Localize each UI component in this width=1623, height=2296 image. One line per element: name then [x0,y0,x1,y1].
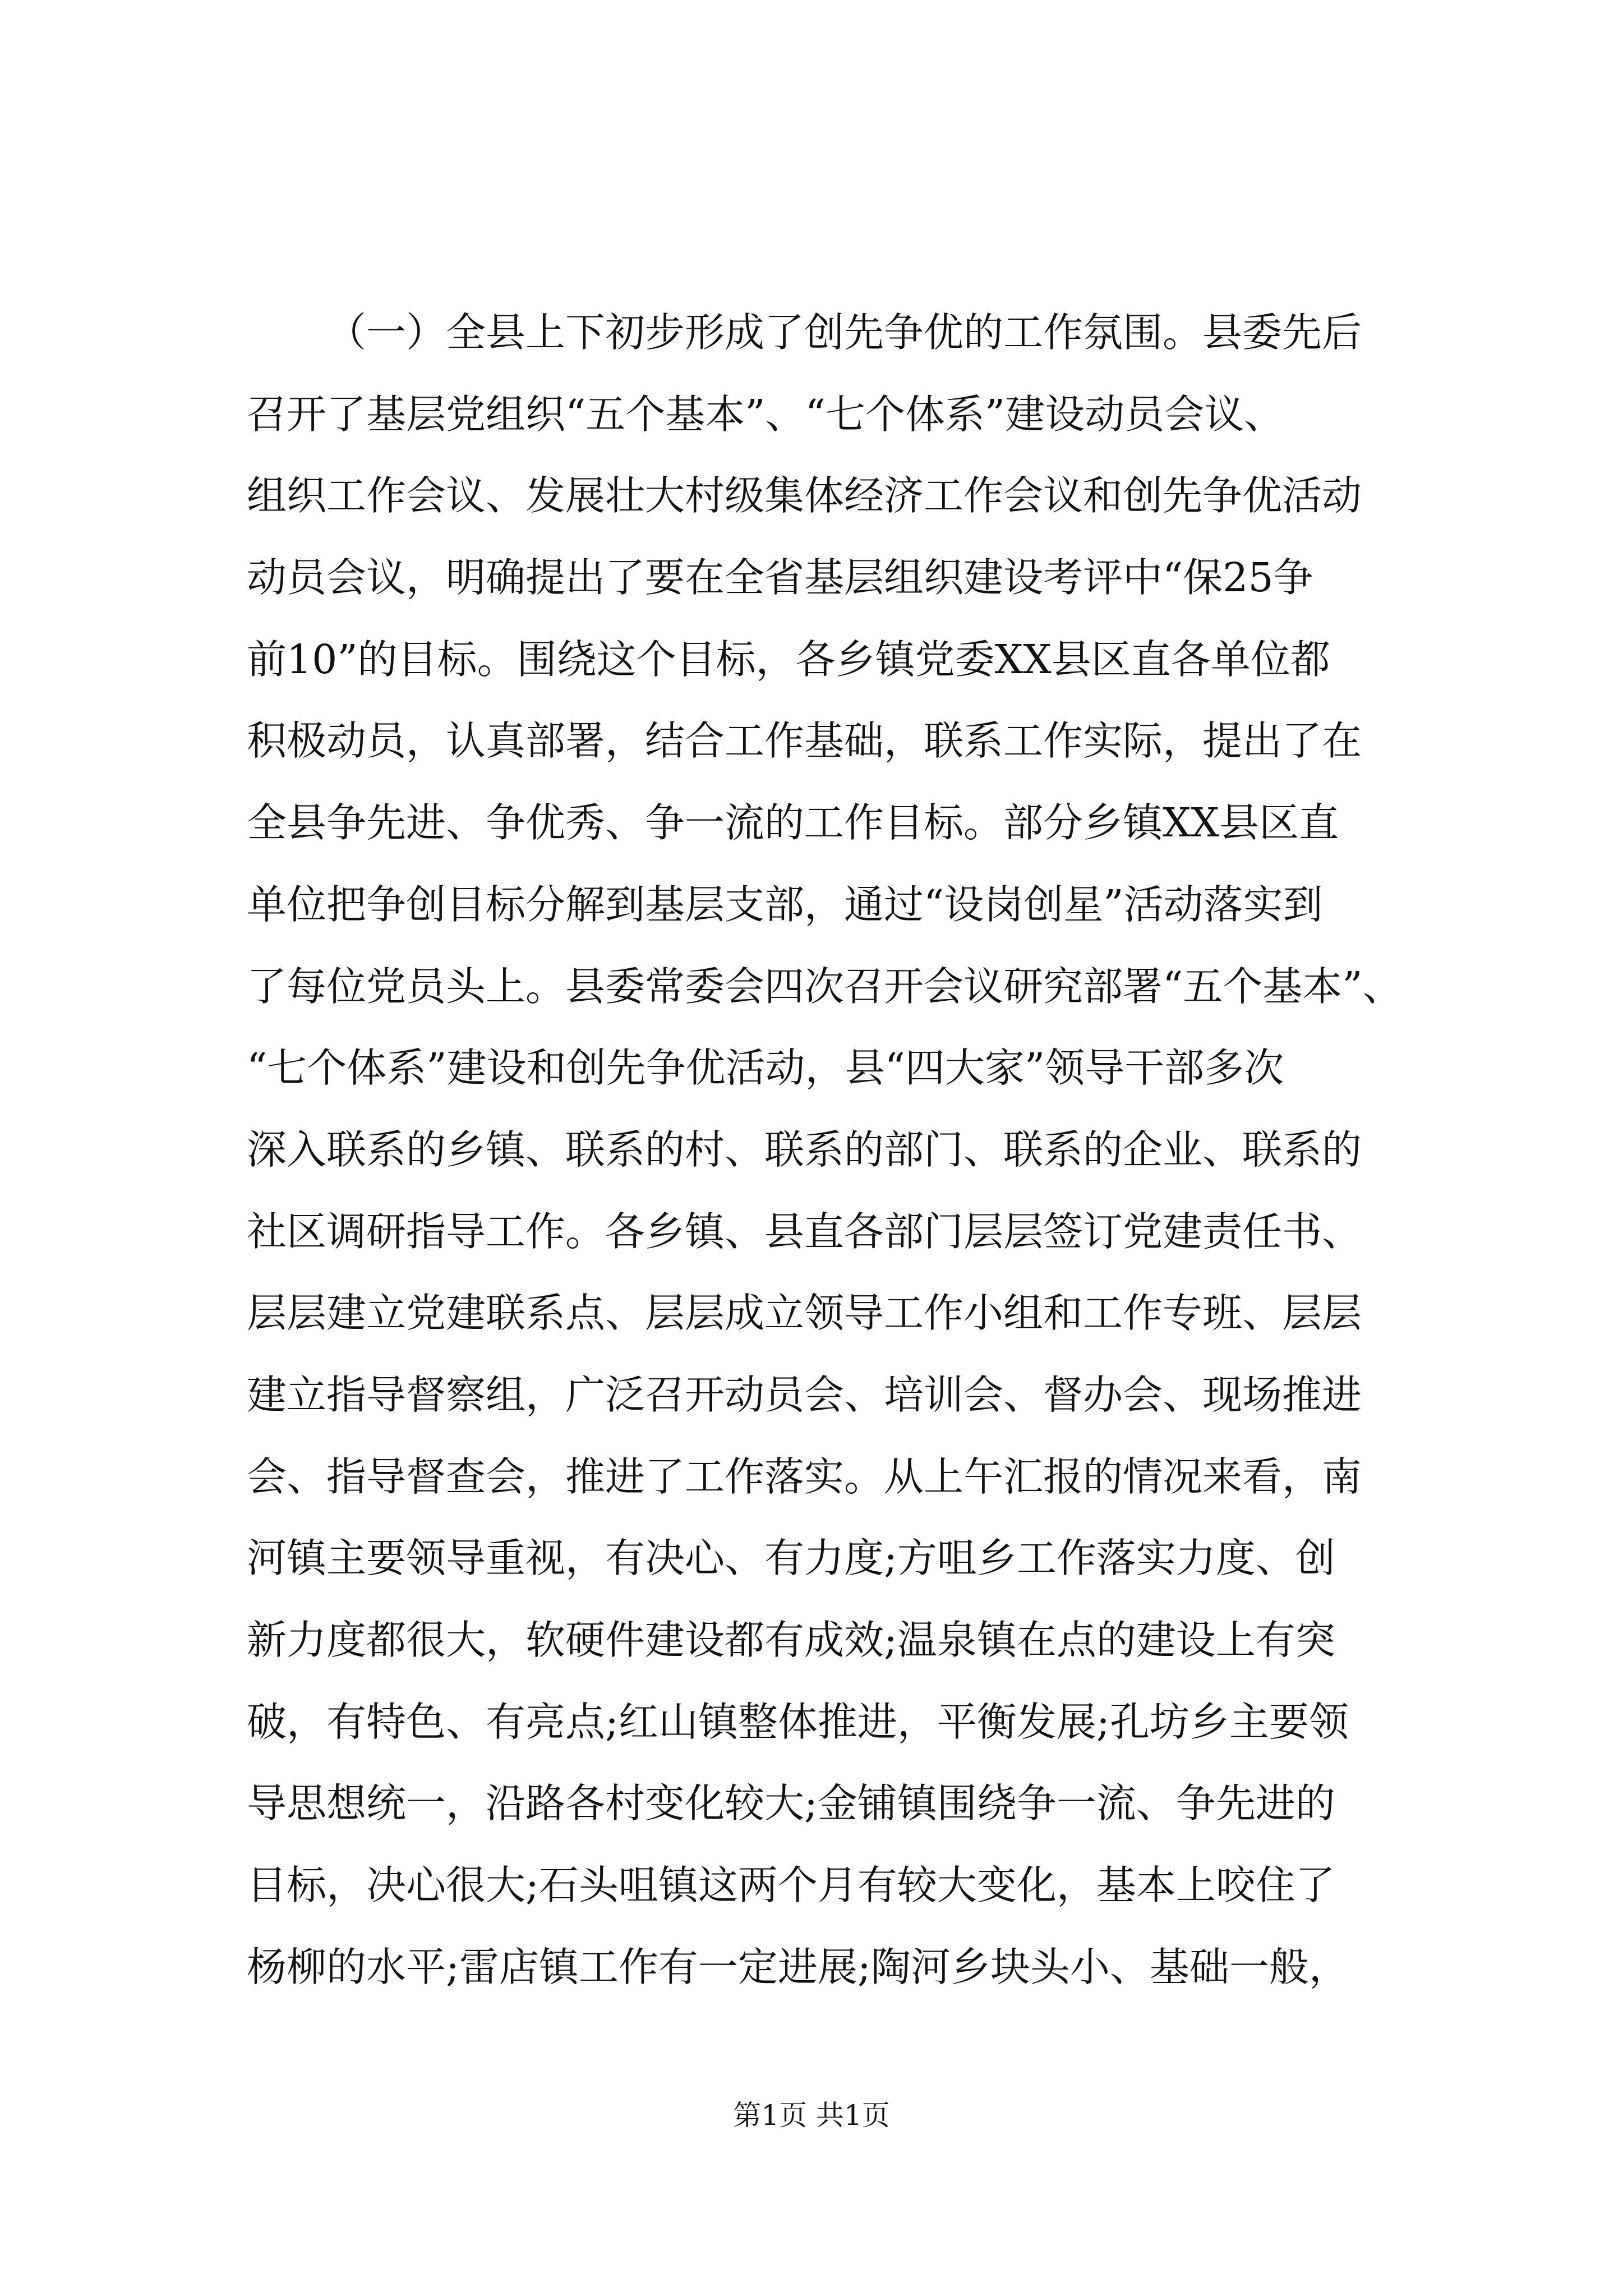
text-line: 社区调研指导工作。各乡镇、县直各部门层层签订党建责任书、 [247,1208,1362,1255]
text-line: 新力度都很大，软硬件建设都有成效;温泉镇在点的建设上有突 [247,1617,1335,1663]
text-line: （一）全县上下初步形成了创先争优的工作氛围。县委先后 [326,309,1362,356]
text-line: 杨柳的水平;雷店镇工作有一定进展;陶河乡块头小、基础一般， [247,1943,1349,1990]
text-line: 组织工作会议、发展壮大村级集体经济工作会议和创先争优活动 [247,472,1362,519]
text-line: “七个体系”建设和创先争优活动，县“四大家”领导干部多次 [247,1045,1284,1092]
text-line: 了每位党员头上。县委常委会四次召开会议研究部署“五个基本”、 [247,963,1403,1010]
text-line: 单位把争创目标分解到基层支部，通过“设岗创星”活动落实到 [247,881,1323,928]
text-line: 全县争先进、争优秀、争一流的工作目标。部分乡镇XX县区直 [247,799,1339,846]
text-line: 积极动员，认真部署，结合工作基础，联系工作实际，提出了在 [247,717,1362,765]
page-footer: 第1页 共1页 [733,2099,890,2132]
text-line: 破，有特色、有亮点;红山镇整体推进，平衡发展;孔坊乡主要领 [247,1698,1349,1745]
text-line: 前10”的目标。围绕这个目标，各乡镇党委XX县区直各单位都 [247,636,1330,683]
text-line: 动员会议，明确提出了要在全省基层组织建设考评中“保25争 [247,554,1313,601]
text-line: 深入联系的乡镇、联系的村、联系的部门、联系的企业、联系的 [247,1126,1362,1173]
text-line: 召开了基层党组织“五个基本”、“七个体系”建设动员会议、 [247,390,1284,438]
text-line: 导思想统一，沿路各村变化较大;金铺镇围绕争一流、争先进的 [247,1780,1335,1827]
text-line: 建立指导督察组，广泛召开动员会、培训会、督办会、现场推进 [247,1371,1362,1418]
text-line: 河镇主要领导重视，有决心、有力度;方咀乡工作落实力度、创 [247,1535,1335,1582]
text-line: 目标，决心很大;石头咀镇这两个月有较大变化，基本上咬住了 [247,1862,1335,1909]
text-line: 层层建立党建联系点、层层成立领导工作小组和工作专班、层层 [247,1290,1362,1337]
text-line: 会、指导督查会，推进了工作落实。从上午汇报的情况来看，南 [247,1453,1362,1500]
body-text [247,292,1413,2008]
